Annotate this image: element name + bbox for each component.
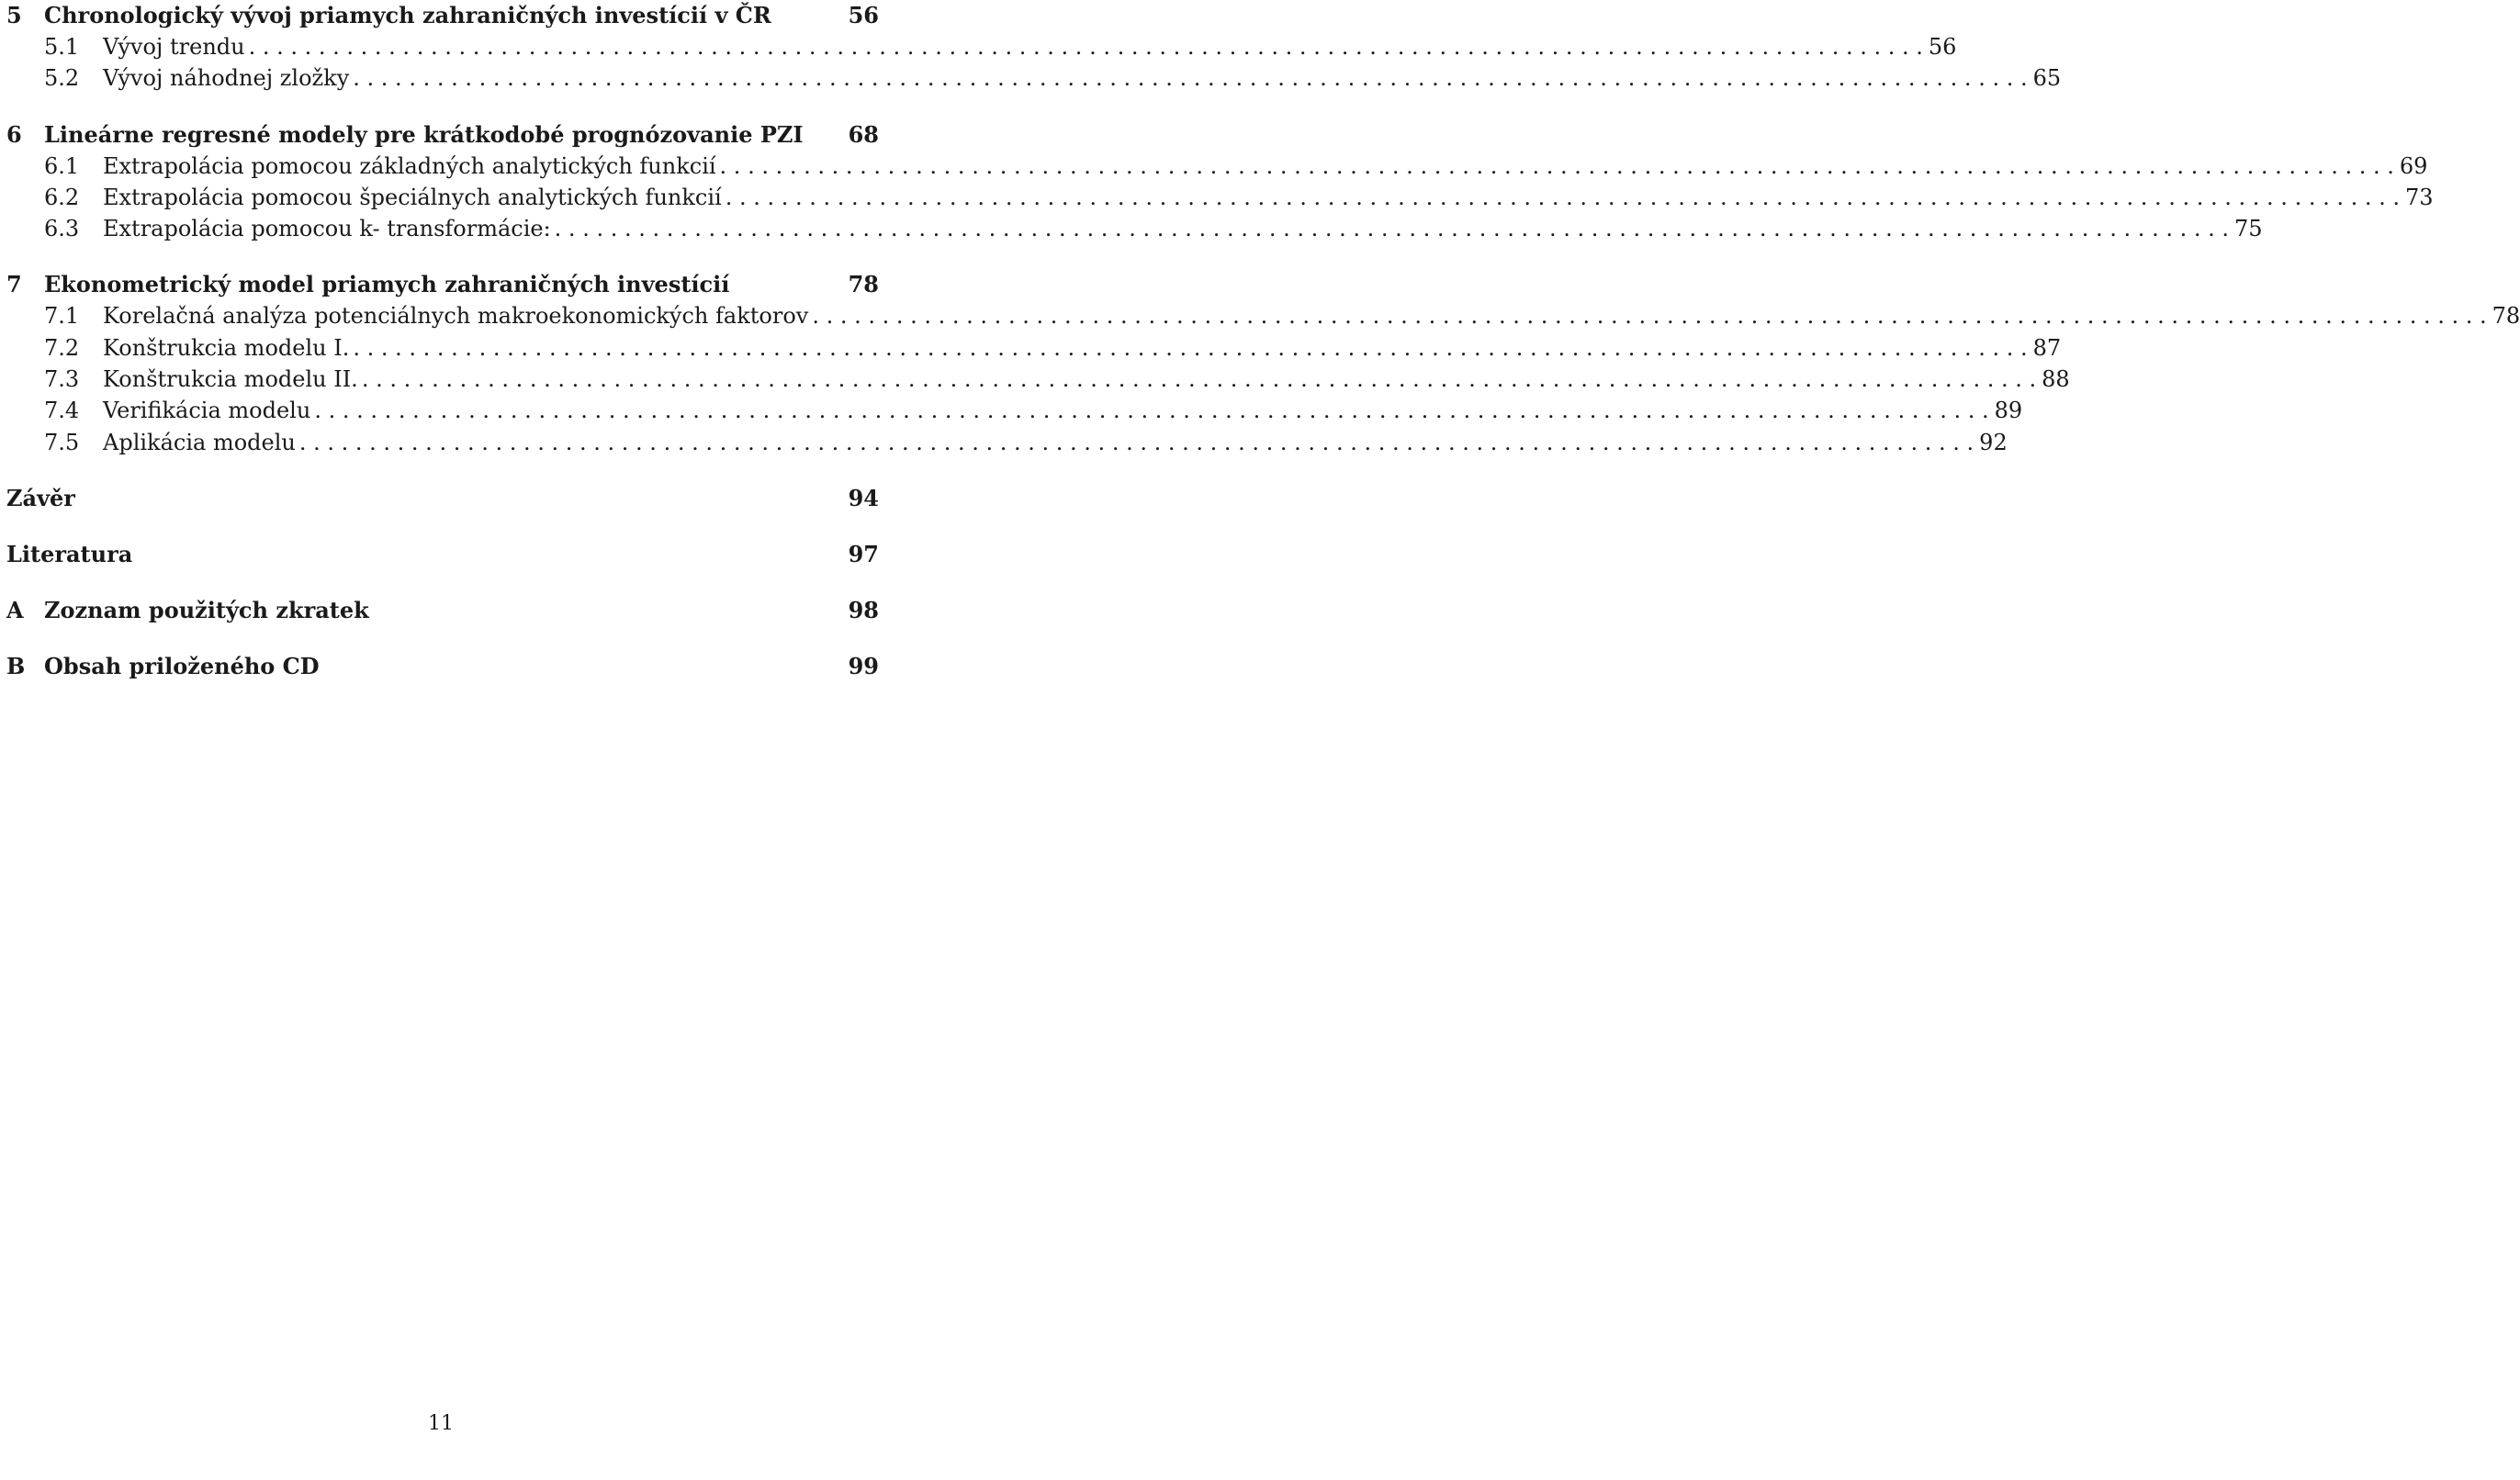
section-title: Extrapolácia pomocou k- transformácie: [103,216,551,242]
section-page: 78 [2492,303,2520,330]
section-page: 88 [2042,366,2070,393]
toc-chapter-5[interactable] [6,0,879,31]
chapter-page: 97 [848,540,879,567]
section-page: 69 [2399,152,2428,179]
toc-section-7-1[interactable] [6,300,2520,331]
section-title: Korelačná analýza potenciálnych makroekonomických faktorov [103,303,809,330]
toc-chapter-6[interactable] [6,119,879,151]
chapter-number: B [6,652,26,679]
chapter-title: Závěr [6,484,75,511]
section-number: 7.5 [44,429,80,455]
section-page: 87 [2032,334,2062,361]
section-page: 75 [2233,216,2263,242]
chapter-number: 6 [6,120,22,148]
toc-chapter-literatura[interactable] [6,539,879,570]
toc-section-7-5[interactable] [6,427,2008,458]
chapter-title: Chronologický vývoj priamych zahraničných investícií v ČR [44,2,771,28]
dot-leader: . . . . . . . . . . . . . . . . . . . . . . . . . . . . . . . . . . . . . . . . . . . . . . . . . . . . . . . . . . . . . . . . . . . . . . . . . . . . . . . . . . . . . . . . . . . . . . . . . . . . . . . . . . . . . . . . . . . . . . . . [298,429,1974,455]
toc-chapter-7[interactable] [6,269,879,300]
section-page: 73 [2405,184,2434,210]
chapter-number: 7 [6,271,22,298]
chapter-page: 56 [848,2,879,28]
section-number: 7.4 [44,398,80,424]
chapter-title: Obsah priloženého CD [44,652,320,679]
section-number: 6.3 [44,216,80,242]
dot-leader: . . . . . . . . . . . . . . . . . . . . . . . . . . . . . . . . . . . . . . . . . . . . . . . . . . . . . . . . . . . . . . . . . . . . . . . . . . . . . . . . . . . . . . . . . . . . . . . . . . . . . . . . . . . . . . . . . . . . . . . . [725,184,2400,210]
section-number: 7.1 [44,303,80,330]
chapter-page: 94 [848,484,879,511]
chapter-page: 98 [848,596,879,623]
section-page: 92 [1979,429,2008,455]
section-title: Vývoj náhodnej zložky [103,65,350,92]
chapter-page: 78 [848,271,879,298]
toc-section-7-3[interactable] [6,364,2070,395]
dot-leader: . . . . . . . . . . . . . . . . . . . . . . . . . . . . . . . . . . . . . . . . . . . . . . . . . . . . . . . . . . . . . . . . . . . . . . . . . . . . . . . . . . . . . . . . . . . . . . . . . . . . . . . . . . . . . . . . . . . . . . . . [248,34,1923,60]
toc-section-6-1[interactable] [6,151,2428,182]
section-page: 56 [1928,34,1957,60]
chapter-number: A [6,596,24,623]
toc-section-7-4[interactable] [6,395,2023,426]
toc-appendix-a[interactable] [6,595,879,626]
chapter-page: 99 [848,652,879,679]
toc-appendix-b[interactable] [6,651,879,682]
dot-leader: . . . . . . . . . . . . . . . . . . . . . . . . . . . . . . . . . . . . . . . . . . . . . . . . . . . . . . . . . . . . . . . . . . . . . . . . . . . . . . . . . . . . . . . . . . . . . . . . . . . . . . . . . . . . . . . . . . . . . . . . [812,303,2487,330]
section-page: 65 [2032,65,2062,92]
toc-section-6-2[interactable] [6,182,2434,213]
table-of-contents [6,0,2520,682]
toc-section-6-3[interactable] [6,213,2263,244]
section-title: Aplikácia modelu [103,429,296,455]
dot-leader: . . . . . . . . . . . . . . . . . . . . . . . . . . . . . . . . . . . . . . . . . . . . . . . . . . . . . . . . . . . . . . . . . . . . . . . . . . . . . . . . . . . . . . . . . . . . . . . . . . . . . . . . . . . . . . . . . . . . . . . . [353,334,2028,361]
chapter-title: Lineárne regresné modely pre krátkodobé prognózovanie PZI [44,120,804,148]
section-title: Extrapolácia pomocou špeciálnych analytických funkcií [103,184,722,210]
section-title: Verifikácia modelu [103,398,311,424]
toc-section-5-1[interactable] [6,31,1957,62]
toc-section-7-2[interactable] [6,332,2062,364]
section-title: Vývoj trendu [103,34,245,60]
section-number: 5.1 [44,34,80,60]
section-title: Konštrukcia modelu I. [103,334,350,361]
section-number: 6.1 [44,152,80,179]
toc-section-5-2[interactable] [6,62,2062,94]
chapter-page: 68 [848,120,879,148]
chapter-title: Zoznam použitých zkratek [44,596,369,623]
page-number: 11 [428,1412,454,1435]
chapter-title: Ekonometrický model priamych zahraničných investícií [44,271,730,298]
section-number: 6.2 [44,184,80,210]
dot-leader: . . . . . . . . . . . . . . . . . . . . . . . . . . . . . . . . . . . . . . . . . . . . . . . . . . . . . . . . . . . . . . . . . . . . . . . . . . . . . . . . . . . . . . . . . . . . . . . . . . . . . . . . . . . . . . . . . . . . . . . . [353,65,2028,92]
section-number: 7.2 [44,334,80,361]
dot-leader: . . . . . . . . . . . . . . . . . . . . . . . . . . . . . . . . . . . . . . . . . . . . . . . . . . . . . . . . . . . . . . . . . . . . . . . . . . . . . . . . . . . . . . . . . . . . . . . . . . . . . . . . . . . . . . . . . . . . . . . . [361,366,2037,393]
chapter-title: Literatura [6,540,133,567]
dot-leader: . . . . . . . . . . . . . . . . . . . . . . . . . . . . . . . . . . . . . . . . . . . . . . . . . . . . . . . . . . . . . . . . . . . . . . . . . . . . . . . . . . . . . . . . . . . . . . . . . . . . . . . . . . . . . . . . . . . . . . . . [554,216,2229,242]
section-title: Konštrukcia modelu II. [103,366,358,393]
dot-leader: . . . . . . . . . . . . . . . . . . . . . . . . . . . . . . . . . . . . . . . . . . . . . . . . . . . . . . . . . . . . . . . . . . . . . . . . . . . . . . . . . . . . . . . . . . . . . . . . . . . . . . . . . . . . . . . . . . . . . . . . [719,152,2394,179]
section-number: 7.3 [44,366,80,393]
section-title: Extrapolácia pomocou základných analytických funkcií [103,152,716,179]
section-page: 89 [1994,398,2023,424]
dot-leader: . . . . . . . . . . . . . . . . . . . . . . . . . . . . . . . . . . . . . . . . . . . . . . . . . . . . . . . . . . . . . . . . . . . . . . . . . . . . . . . . . . . . . . . . . . . . . . . . . . . . . . . . . . . . . . . . . . . . . . . . [314,398,1989,424]
chapter-number: 5 [6,2,22,28]
toc-chapter-zaver[interactable] [6,483,879,514]
section-number: 5.2 [44,65,80,92]
